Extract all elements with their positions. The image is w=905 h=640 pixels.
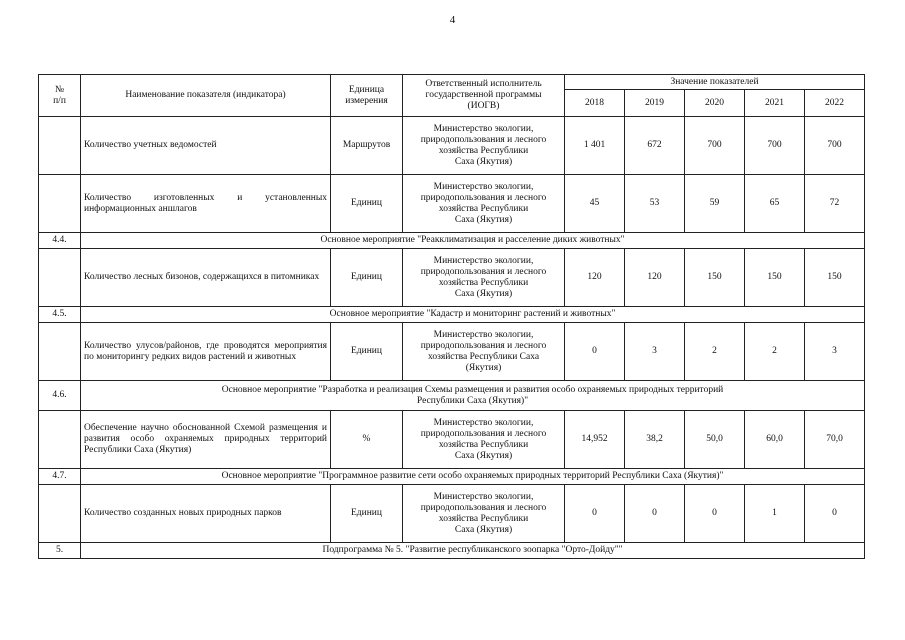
table-row bbox=[39, 175, 865, 233]
section-num: 5. bbox=[39, 543, 81, 559]
value-2020: 700 bbox=[685, 117, 745, 175]
page-number: 4 bbox=[449, 14, 456, 26]
section-num: 4.4. bbox=[39, 233, 81, 249]
indicators-table bbox=[38, 74, 865, 559]
responsible-executor: Министерство экологии, природопользования и лесного хозяйства Республики Саха (Якутия) bbox=[403, 411, 565, 469]
header-values-title: Значение показателей bbox=[565, 75, 865, 90]
value-2021: 700 bbox=[745, 117, 805, 175]
responsible-executor: Министерство экологии, природопользования и лесного хозяйства Республики Саха (Якутия) bbox=[403, 249, 565, 307]
table-row bbox=[39, 485, 865, 543]
section-row bbox=[39, 381, 865, 411]
indicator-name: Количество лесных бизонов, содержащихся в питомниках bbox=[81, 249, 331, 307]
value-2022: 72 bbox=[805, 175, 865, 233]
value-2021: 2 bbox=[745, 323, 805, 381]
indicator-name: Количество созданных новых природных парков bbox=[81, 485, 331, 543]
section-title: Основное мероприятие "Кадастр и мониторинг растений и животных" bbox=[81, 307, 865, 323]
header-year: 2021 bbox=[745, 90, 805, 117]
header-year: 2020 bbox=[685, 90, 745, 117]
indicator-unit: Маршрутов bbox=[331, 117, 403, 175]
section-row bbox=[39, 469, 865, 485]
row-num bbox=[39, 249, 81, 307]
value-2022: 150 bbox=[805, 249, 865, 307]
value-2020: 2 bbox=[685, 323, 745, 381]
section-num: 4.6. bbox=[39, 381, 81, 411]
indicator-unit: Единиц bbox=[331, 485, 403, 543]
indicator-name: Количество улусов/районов, где проводятся мероприятия по мониторингу редких видов растений и животных bbox=[81, 323, 331, 381]
value-2021: 150 bbox=[745, 249, 805, 307]
value-2020: 59 bbox=[685, 175, 745, 233]
responsible-executor: Министерство экологии, природопользования и лесного хозяйства Республики Саха (Якутия) bbox=[403, 175, 565, 233]
value-2019: 672 bbox=[625, 117, 685, 175]
row-num bbox=[39, 323, 81, 381]
responsible-executor: Министерство экологии, природопользования и лесного хозяйства Республики Саха (Якутия) bbox=[403, 117, 565, 175]
indicator-unit: % bbox=[331, 411, 403, 469]
value-2018: 120 bbox=[565, 249, 625, 307]
value-2021: 60,0 bbox=[745, 411, 805, 469]
header-year: 2019 bbox=[625, 90, 685, 117]
value-2020: 150 bbox=[685, 249, 745, 307]
value-2022: 700 bbox=[805, 117, 865, 175]
indicator-unit: Единиц bbox=[331, 249, 403, 307]
header-num: № п/п bbox=[39, 75, 81, 117]
value-2019: 38,2 bbox=[625, 411, 685, 469]
responsible-executor: Министерство экологии, природопользования и лесного хозяйства Республики Саха (Якутия) bbox=[403, 323, 565, 381]
section-title: Основное мероприятие "Реакклиматизация и расселение диких животных" bbox=[81, 233, 865, 249]
indicator-unit: Единиц bbox=[331, 323, 403, 381]
value-2019: 53 bbox=[625, 175, 685, 233]
indicator-unit: Единиц bbox=[331, 175, 403, 233]
row-num bbox=[39, 485, 81, 543]
value-2020: 0 bbox=[685, 485, 745, 543]
table-row bbox=[39, 117, 865, 175]
value-2022: 3 bbox=[805, 323, 865, 381]
value-2018: 0 bbox=[565, 323, 625, 381]
row-num bbox=[39, 117, 81, 175]
header-year: 2022 bbox=[805, 90, 865, 117]
value-2022: 0 bbox=[805, 485, 865, 543]
value-2021: 65 bbox=[745, 175, 805, 233]
value-2019: 0 bbox=[625, 485, 685, 543]
header-responsible: Ответственный исполнитель государственной программы (ИОГВ) bbox=[403, 75, 565, 117]
header-unit: Единица измерения bbox=[331, 75, 403, 117]
value-2018: 1 401 bbox=[565, 117, 625, 175]
row-num bbox=[39, 175, 81, 233]
indicator-name: Количество изготовленных и установленных информационных аншлагов bbox=[81, 175, 331, 233]
row-num bbox=[39, 411, 81, 469]
value-2022: 70,0 bbox=[805, 411, 865, 469]
indicator-name: Количество учетных ведомостей bbox=[81, 117, 331, 175]
value-2018: 14,952 bbox=[565, 411, 625, 469]
section-row bbox=[39, 233, 865, 249]
value-2019: 3 bbox=[625, 323, 685, 381]
section-title: Основное мероприятие "Программное развитие сети особо охраняемых природных территорий Республики Саха (Якутия)" bbox=[81, 469, 865, 485]
section-title: Подпрограмма № 5. "Развитие республиканского зоопарка "Орто-Дойду"" bbox=[81, 543, 865, 559]
responsible-executor: Министерство экологии, природопользования и лесного хозяйства Республики Саха (Якутия) bbox=[403, 485, 565, 543]
header-name: Наименование показателя (индикатора) bbox=[81, 75, 331, 117]
value-2020: 50,0 bbox=[685, 411, 745, 469]
section-row bbox=[39, 307, 865, 323]
value-2018: 45 bbox=[565, 175, 625, 233]
value-2018: 0 bbox=[565, 485, 625, 543]
header-year: 2018 bbox=[565, 90, 625, 117]
value-2021: 1 bbox=[745, 485, 805, 543]
section-num: 4.5. bbox=[39, 307, 81, 323]
value-2019: 120 bbox=[625, 249, 685, 307]
table-row bbox=[39, 411, 865, 469]
table-row bbox=[39, 323, 865, 381]
section-title: Основное мероприятие "Разработка и реализация Схемы размещения и развития особо охраняемых природных территорий Республики Саха (Якутия)" bbox=[81, 381, 865, 411]
section-num: 4.7. bbox=[39, 469, 81, 485]
table-row bbox=[39, 249, 865, 307]
section-row bbox=[39, 543, 865, 559]
indicator-name: Обеспечение научно обоснованной Схемой размещения и развития особо охраняемых природных территорий Республики Саха (Якутия) bbox=[81, 411, 331, 469]
